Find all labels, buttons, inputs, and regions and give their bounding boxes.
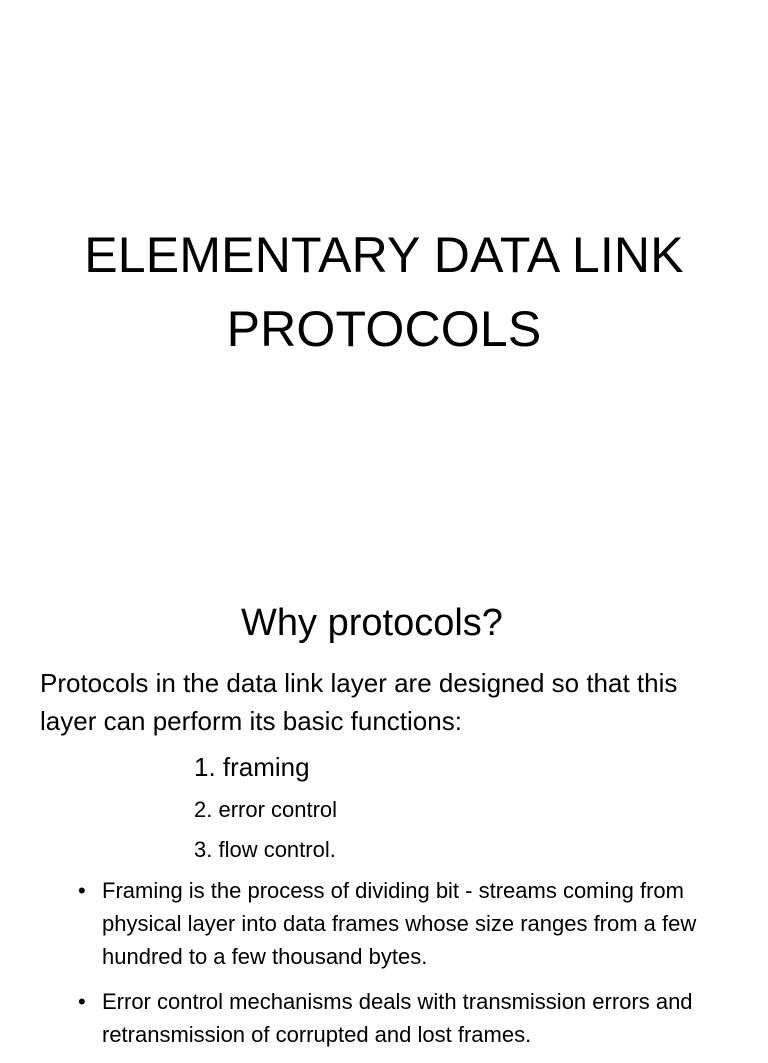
slide-title xyxy=(0,218,768,366)
bullet-item-framing xyxy=(78,874,758,973)
bullet-icon: • xyxy=(78,989,86,1014)
bullet-icon: • xyxy=(78,878,86,903)
slide-title-line-1: ELEMENTARY DATA LINK xyxy=(84,227,684,283)
bullet-text: Framing is the process of dividing bit - streams coming from physical layer into data frames whose size ranges from a few hundred to a few thousand bytes. xyxy=(102,878,697,969)
section-heading: Why protocols? xyxy=(241,602,503,644)
function-item-error-control: 2. error control xyxy=(194,797,338,822)
slide-title-line-2: PROTOCOLS xyxy=(226,301,542,357)
bullet-list xyxy=(78,874,758,1063)
intro-paragraph: Protocols in the data link layer are designed so that this layer can perform its basic functions: xyxy=(40,668,678,736)
bullet-item-error-control xyxy=(78,985,758,1051)
bullet-text: Error control mechanisms deals with transmission errors and retransmission of corrupted and lost frames. xyxy=(102,989,693,1047)
function-item-flow-control: 3. flow control. xyxy=(194,837,336,862)
function-item-framing: 1. framing xyxy=(194,752,310,782)
